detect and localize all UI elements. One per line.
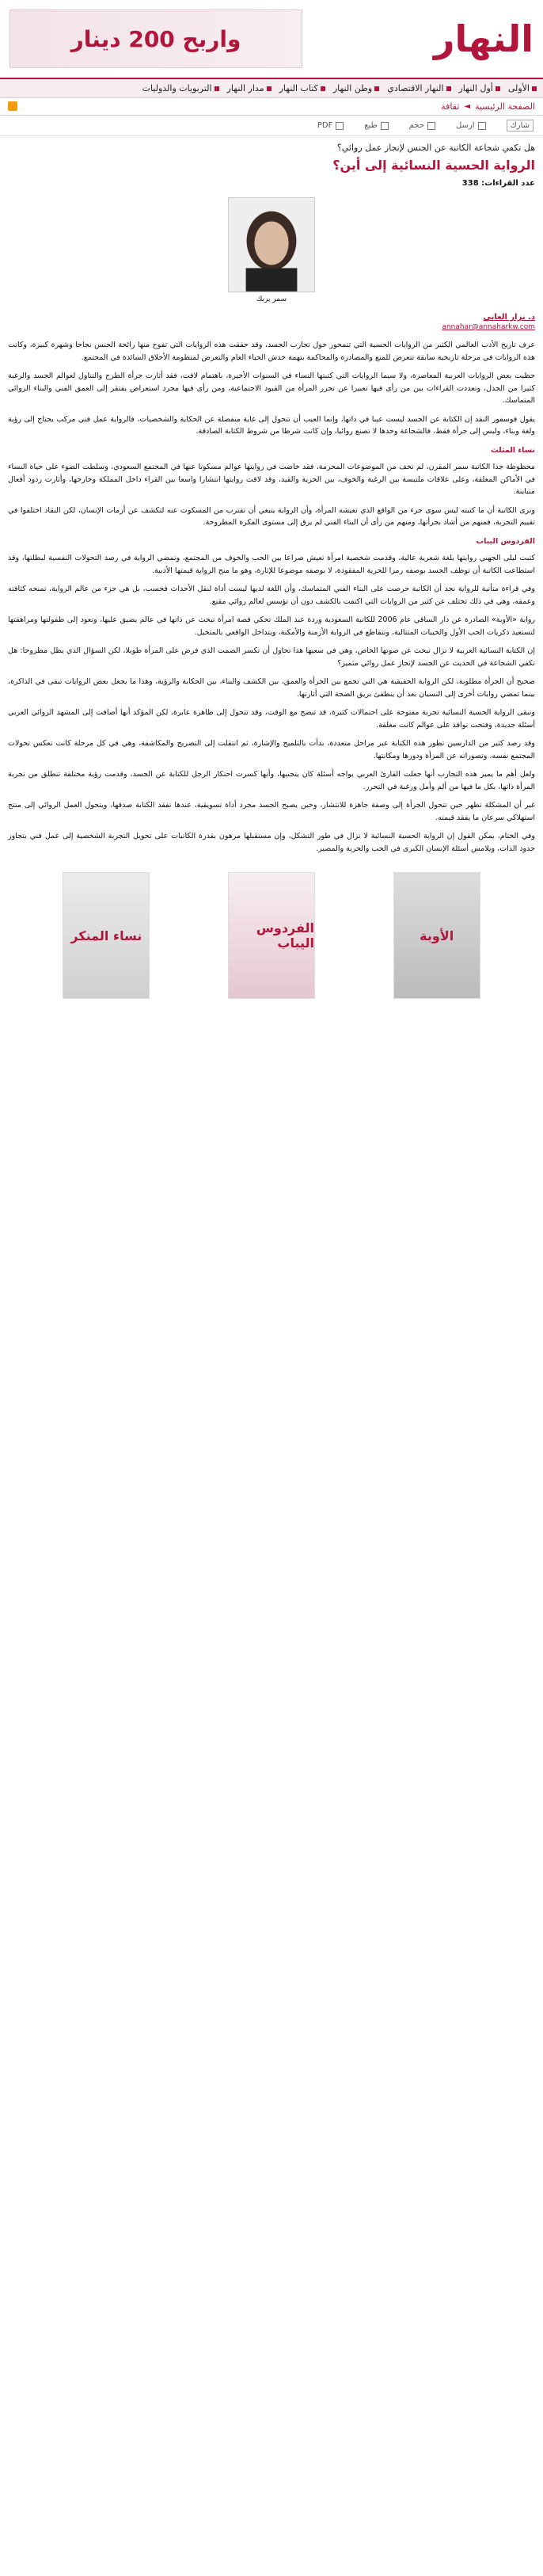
pdf-icon xyxy=(336,122,344,130)
envelope-icon xyxy=(478,122,486,130)
book-title: الأوبة xyxy=(420,928,454,943)
square-icon xyxy=(496,86,500,91)
read-count xyxy=(8,179,535,188)
square-icon xyxy=(446,86,451,91)
share-label: شارك xyxy=(510,121,530,130)
article-paragraph: كتبت ليلى الجهني روايتها بلغة شعرية عالية، وقدمت شخصية امرأة تعيش صراعا بين الحب والخوف من المجتمع، وتمضي الرواية في رصد التحولات النفسية لبطلتها، وقد استطاعت الكاتبة أن توظف الجسد بوصفه رمزا للحرية المفقودة، لا بوصفه موضوعا للإثارة، وهو ما منح الرواية قيمتها الأدبية. xyxy=(8,554,535,575)
author-photo xyxy=(228,197,315,292)
article-kicker: هل تكفي شجاعة الكاتبة عن الجنس لإنجاز عمل روائي؟ xyxy=(336,143,535,153)
font-size-icon xyxy=(427,122,435,130)
chevron-left-icon: ◄ xyxy=(464,102,471,111)
article-paragraph: وتبقى الرواية الحسية النسائية تجربة مفتوحة على احتمالات كثيرة، قد تنضج مع الوقت، وقد تتحول إلى ظاهرة عابرة، لكن المؤكد أنها أضافت إلى المشهد الروائي العربي أسئلة جديدة، وفتحت نوافذ على عوالم كانت مغلقة. xyxy=(8,708,535,730)
pdf-button[interactable] xyxy=(317,121,344,130)
nav-item-economy[interactable] xyxy=(387,83,450,93)
square-icon xyxy=(267,86,272,91)
book-title: نساء المنكر xyxy=(70,928,142,943)
nav-item-label: مدار النهار xyxy=(226,83,264,93)
article-paragraph: ولعل أهم ما يميز هذه التجارب أنها جعلت القارئ العربي يواجه أسئلة كان يتجنبها، وأنها كسرت احتكار الرجل للكتابة عن الجسد، وقدمت رؤية مختلفة تنطلق من تجربة المرأة ذاتها، بكل ما فيها من ألم وأمل ورغبة في التحرر. xyxy=(8,770,535,791)
book-cover xyxy=(393,872,480,999)
article-paragraph: حظيت بعض الروايات العربية المعاصرة، ولا سيما الروايات التي كتبتها النساء في السنوات الأخيرة، باهتمام لافت، فقد أثارت جرأة الطرح والتناول لعوالم الجسد والرغبة كثيرا من الجدل، وتعددت القراءات بين من رأى فيها تعبيرا عن تحرر المرأة من القيود الاجتماعية، ومن رأى فيها مجرد استعراض يفتقر إلى العمق الفني والبناء الروائي المتماسك. xyxy=(8,372,535,405)
byline xyxy=(8,313,535,322)
article-paragraph: وترى الكاتبة أن ما كتبته ليس سوى جزء من الواقع الذي تعيشه المرأة، وأن الرواية ينبغي أن تقترب من المسكوت عنه لتكشف عن أزمات الإنسان، لكن النقاد اختلفوا في تقييم التجربة، فمنهم من أشاد بجرأتها، ومنهم من رأى أن البناء الفني لم يرق إلى مستوى الفكرة المطروحة. xyxy=(8,505,535,527)
email-label: ارسل xyxy=(455,121,475,130)
nav-item-label: أول النهار xyxy=(458,83,493,93)
ad-banner-text: واربح 200 دينار xyxy=(70,25,241,52)
nav-item-first[interactable] xyxy=(508,83,537,93)
article-paragraph: إن الكتابة النسائية العربية لا تزال تبحث عن صوتها الخاص، وهي في سعيها هذا تحاول أن تكسر الصمت الذي فرض على المرأة طويلا، لكن السؤال الذي يظل مطروحا: هل تكفي الشجاعة في الحديث عن الجسد لإنجاز عمل روائي متميز؟ xyxy=(8,646,535,668)
rss-icon[interactable] xyxy=(8,101,17,111)
book-cover xyxy=(228,872,315,999)
nav-item-writers[interactable] xyxy=(279,83,325,93)
article-subheading: نساء المثلث xyxy=(491,445,535,455)
nav-item-homeland[interactable] xyxy=(333,83,379,93)
breadcrumb-home[interactable]: الصفحة الرئيسية xyxy=(475,101,535,112)
nav-item-label: كتاب النهار xyxy=(279,83,318,93)
breadcrumb-section[interactable]: ثقافة xyxy=(441,101,460,112)
font-size-label: حجم xyxy=(408,121,424,130)
article-paragraph: وقد رصد كثير من الدارسين تطور هذه الكتابة عبر مراحل متعددة، بدأت بالتلميح والإشارة، ثم انتقلت إلى التصريح والمكاشفة، وهي في كل مرحلة كانت تعكس تحولات المجتمع نفسه، وتصوراته عن المرأة ودورها ومكانتها. xyxy=(8,739,535,760)
book-cover xyxy=(63,872,150,999)
pdf-label: PDF xyxy=(317,121,333,130)
article-paragraph: غير أن المشكلة تظهر حين تتحول الجرأة إلى وصفة جاهزة للانتشار، وحين يصبح الجسد مجرد أداة تسويقية، عندها تفقد الكتابة صدقها، ويتحول العمل الروائي إلى منتج استهلاكي سرعان ما يفقد قيمته. xyxy=(8,801,535,822)
nav-item-label: التربويات والدوليات xyxy=(142,83,212,93)
main-nav xyxy=(0,79,543,98)
article-paragraph: عرف تاريخ الأدب العالمي الكثير من الروايات الحسية التي تتمحور حول تجارب الجسد، وقد حققت هذه الروايات التي تفوح منها رائحة الجنس نجاحا وشهرة كبيرة، وكانت هذه الروايات في مرحلة تاريخية سابقة تتعرض للمنع والمصادرة والمحاكمة بتهمة خدش الحياء العام والتعرض لمنظومة الأخلاق السائدة في المجتمع. xyxy=(8,341,535,362)
ad-banner[interactable] xyxy=(9,10,302,68)
article-content xyxy=(0,136,543,1015)
article-title: الرواية الحسية النسائية إلى أين؟ xyxy=(332,158,535,173)
article-paragraph: وفي الختام، يمكن القول إن الرواية الحسية النسائية لا تزال في طور التشكل، وإن مستقبلها مرهون بقدرة الكاتبات على تحويل التجربة الشخصية إلى عمل فني يتجاوز حدود الذات، ويلامس أسئلة الإنسان الكبرى في الحب والحرية والمصير. xyxy=(8,832,535,853)
share-button[interactable] xyxy=(507,120,534,131)
article-paragraph: محظوظة جدا الكاتبة سمر المقرن، لم تخف من الموضوعات المحرمة، فقد خاضت في روايتها عوالم مسكوتا عنها في المجتمع السعودي، وسلطت الضوء على حياة النساء في الأماكن المغلقة، وعلى علاقات ملتبسة بين الرغبة والخوف، بين الحرية والقيد، وقد لاقت روايتها انتشارا واسعا بين القراء داخل المملكة وخارجها، وأثارت ردود أفعال متباينة. xyxy=(8,463,535,496)
article-paragraph: يقول فوسفور النقد إن الكتابة عن الجسد ليست عيبا في ذاتها، وإنما العيب أن تتحول إلى غاية منفصلة عن الحكاية والشخصيات، فالرواية عمل فني مركب يحتاج إلى رؤية ولغة وبناء، وليس إلى جرأة فقط، فالشجاعة وحدها لا تصنع روائيا، وإن كانت شرطا من شروط الكتابة الصادقة. xyxy=(8,414,535,436)
article-paragraph: وفي قراءة متأنية للرواية نجد أن الكاتبة حرصت على البناء الفني المتماسك، وأن اللغة لديها ليست أداة لنقل الأحداث فحسب، بل هي جزء من عالم الرواية، تمنحه كثافته وعمقه، وهي في ذلك تختلف عن كثير من الروايات التي اكتفت بالكشف دون أن تؤسس لعالم روائي مقنع. xyxy=(8,585,535,606)
square-icon xyxy=(215,86,219,91)
nav-item-education[interactable] xyxy=(142,83,219,93)
nav-item-label: وطن النهار xyxy=(332,83,373,93)
printer-icon xyxy=(381,122,389,130)
square-icon xyxy=(374,86,379,91)
email-button[interactable] xyxy=(456,121,486,130)
square-icon xyxy=(532,86,537,91)
author-name[interactable]: د. نزار العاني xyxy=(483,313,535,322)
article-paragraph: صحيح أن الجرأة مطلوبة، لكن الرواية الحقيقية هي التي تجمع بين الجرأة والعمق، بين الكشف والبناء، بين الحكاية والرؤية، وهذا ما يجعل بعض الروايات تبقى في الذاكرة، بينما تمضي روايات أخرى إلى النسيان بعد أن ينطفئ بريق الضجة التي أثارتها. xyxy=(8,677,535,699)
article-subheading: الفردوس اليباب xyxy=(476,536,535,546)
page xyxy=(0,0,543,1015)
book-title: الفردوس اليباب xyxy=(256,920,315,951)
article-body xyxy=(8,339,535,855)
nav-item-morning[interactable] xyxy=(459,83,500,93)
author-email[interactable]: annahar@annaharkw.com xyxy=(442,323,535,331)
nav-item-orbit[interactable] xyxy=(227,83,272,93)
site-header xyxy=(0,0,543,79)
square-icon xyxy=(321,86,325,91)
nav-item-label: النهار الاقتصادي xyxy=(387,83,444,93)
site-logo[interactable]: النهار xyxy=(434,17,534,60)
breadcrumb xyxy=(0,98,543,116)
print-label: طبع xyxy=(364,121,378,130)
print-button[interactable] xyxy=(364,121,388,130)
book-covers xyxy=(8,872,535,1015)
read-count-text: عدد القراءات: 338 xyxy=(461,179,535,188)
nav-item-label: الأولى xyxy=(507,83,530,93)
article-toolbar xyxy=(0,116,543,136)
font-size-button[interactable] xyxy=(409,121,435,130)
article-paragraph: رواية «الأوبة» الصادرة عن دار الساقي عام 2006 للكاتبة السعودية وردة عبد الملك تحكي قصة امرأة تبحث عن ذاتها في عالم يضيق عليها، وتعود إلى طفولتها ومراهقتها لتستعيد ذكريات الحب الأول والخيبات المتتالية، وتتقاطع في الرواية الأزمنة والأمكنة، ويتداخل الواقعي بالمتخيل. xyxy=(8,615,535,637)
photo-caption: سمر يزبك xyxy=(256,295,287,303)
